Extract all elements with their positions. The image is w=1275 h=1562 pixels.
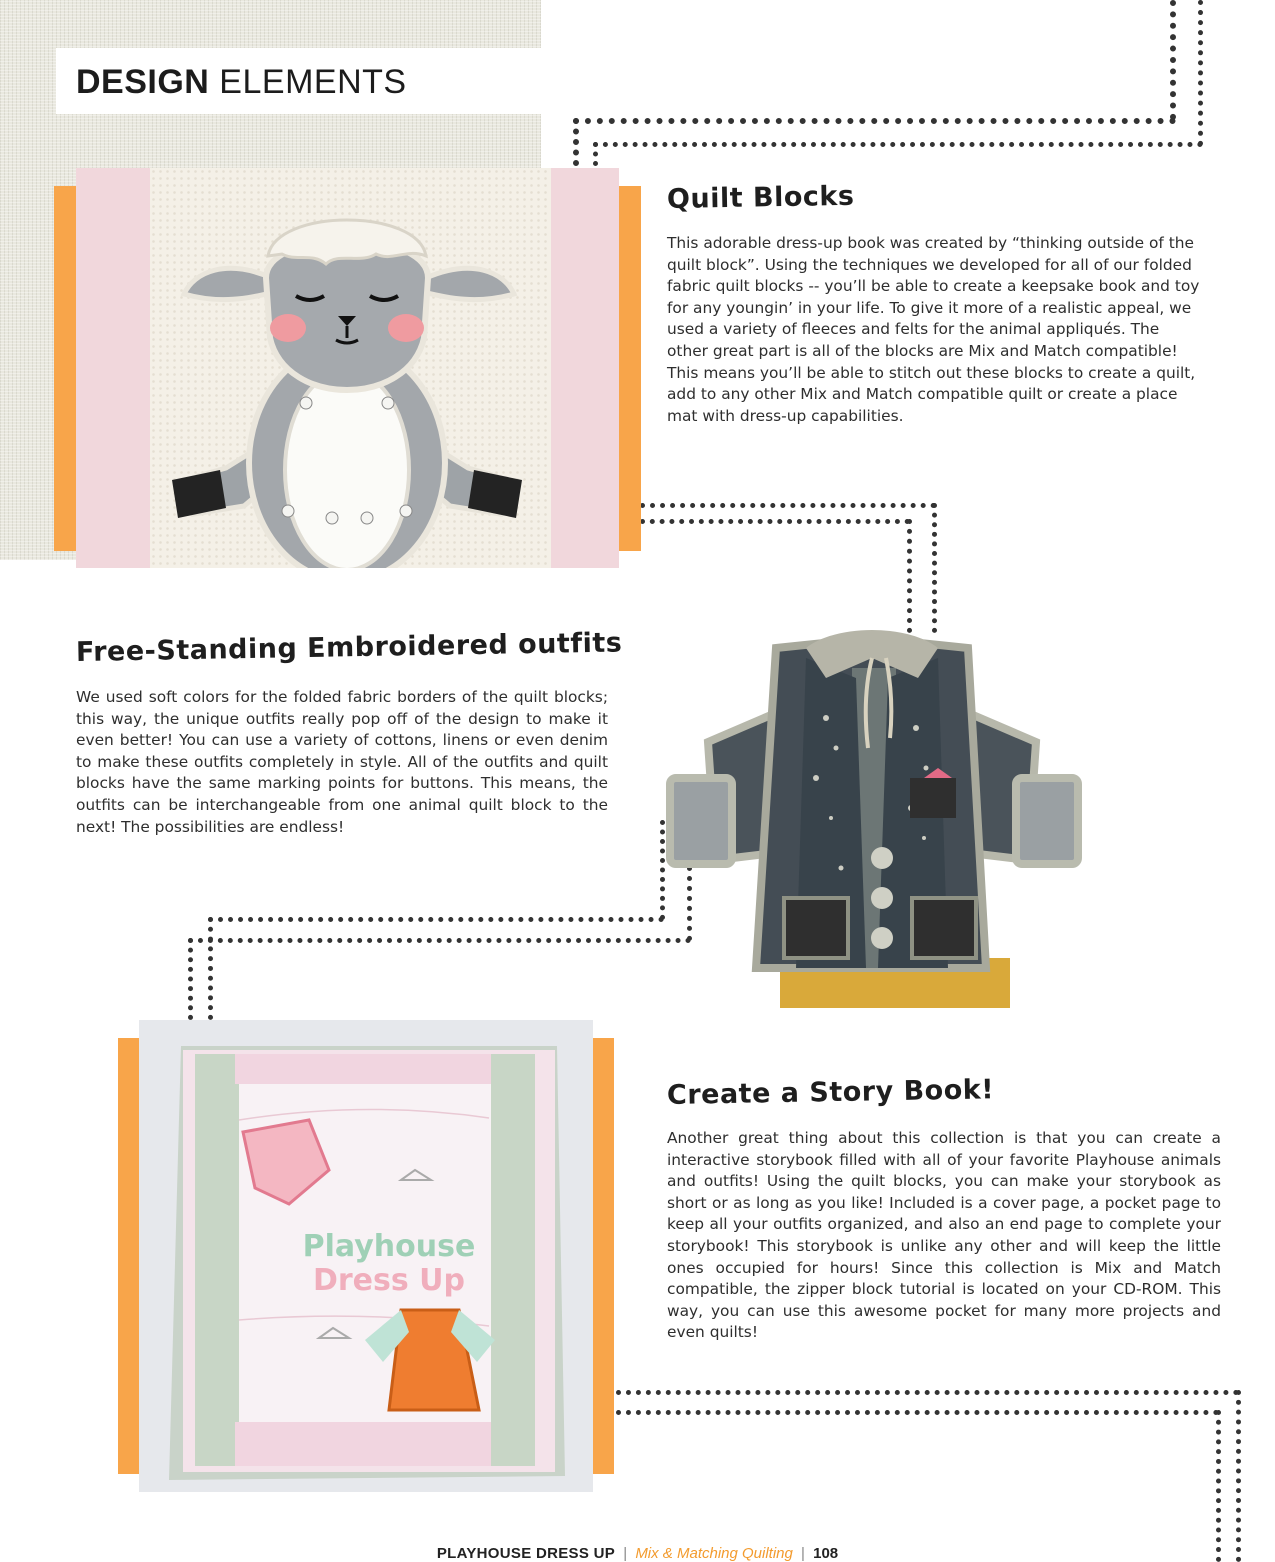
page-title: DESIGN ELEMENTS	[76, 63, 407, 101]
section-title-quilt-blocks: Quilt Blocks	[666, 180, 855, 215]
storybook-cover-photo	[139, 1020, 593, 1492]
lamb-quilt-block-photo	[76, 168, 619, 568]
footer-separator: |	[623, 1545, 628, 1562]
orange-tab-book-right	[593, 1038, 614, 1474]
section-body-outfits: We used soft colors for the folded fabric borders of the quilt blocks; this way, the unique outfits really pop off of the design to make it even better! You can use a variety of cottons, linens or even denim to make these outfits completely in style. All of the outfits and quilt blocks have the same marking points for buttons. This means, the outfits can be interchangeable from one animal quilt block to the next! The possibilities are endless!	[76, 688, 608, 836]
orange-tab-lamb-right	[619, 186, 641, 551]
footer-separator: |	[801, 1545, 805, 1562]
footer-subtitle: Mix & Matching Quilting	[635, 1545, 793, 1562]
page-number: 108	[813, 1545, 839, 1562]
jacket-outfit-photo	[656, 628, 1088, 1014]
section-title-outfits: Free-Standing Embroidered outfits	[75, 627, 623, 668]
orange-tab-book-left	[118, 1038, 139, 1474]
section-title-story-book: Create a Story Book!	[666, 1074, 995, 1111]
orange-tab-lamb-left	[54, 186, 76, 551]
section-body-story-book: Another great thing about this collection is that you can create a interactive storybook filled with all of your favorite Playhouse animals and outfits! Using the quilt blocks, you can make your storybook as short or as long as you like! Included is a cover page, a pocket page to keep all your outfits organized, and also an end page to complete your storybook! This storybook is unlike any other and will keep the little ones occupied for hours! Since this collection is Mix and Match compatible, the zipper block tutorial is located on your CD-ROM. This way, you can use this awesome pocket for many more projects and even quilts!	[667, 1129, 1221, 1342]
book-cover-title: Playhouse Dress Up	[302, 1229, 476, 1298]
page-footer	[0, 1545, 1275, 1562]
footer-brand: PLAYHOUSE DRESS UP	[436, 1545, 616, 1562]
section-body-quilt-blocks: This adorable dress-up book was created by “thinking outside of the quilt block”. Using the techniques we developed for all of our folded fabric quilt blocks -- you’ll be able to create a keepsake book and toy for any youngin’ in your life. To give it more of a realistic appeal, we used a variety of fleeces and felts for the animal appliqués. The other great part is all of the blocks are Mix and Match compatible! This means you’ll be able to stitch out these blocks to create a quilt, add to any other Mix and Match compatible quilt or create a place mat with dress-up capabilities.	[667, 234, 1200, 425]
